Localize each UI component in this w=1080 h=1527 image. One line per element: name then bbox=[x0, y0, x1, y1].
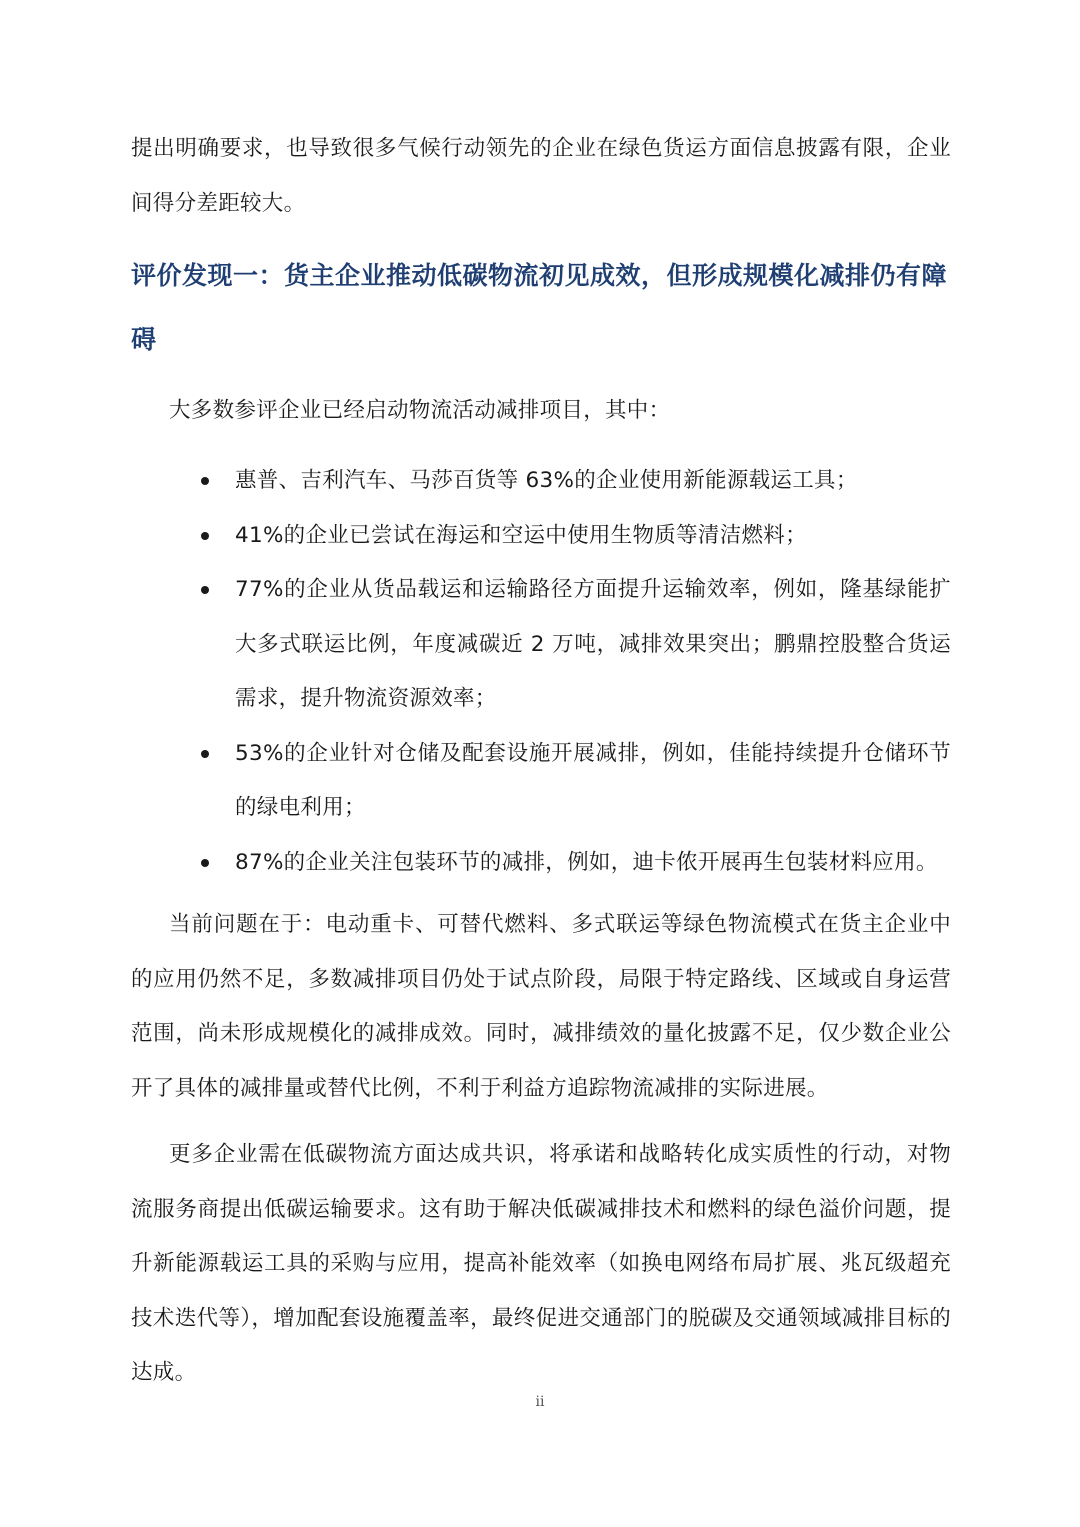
section-heading: 评价发现一：货主企业推动低碳物流初见成效，但形成规模化减排仍有障碍 bbox=[131, 261, 948, 354]
bullet-icon bbox=[201, 586, 209, 594]
list-item bbox=[0, 836, 951, 891]
list-item bbox=[0, 727, 951, 836]
list-item-text: 77%的企业从货品载运和运输路径方面提升运输效率，例如，隆基绿能扩大多式联运比例，年度减碳近 2 万吨，减排效果突出；鹏鼎控股整合货运需求，提升物流资源效率； bbox=[235, 577, 951, 711]
bullet-icon bbox=[201, 859, 209, 867]
list-item bbox=[0, 509, 951, 564]
problem-paragraph: 当前问题在于：电动重卡、可替代燃料、多式联运等绿色物流模式在货主企业中的应用仍然不足，多数减排项目仍处于试点阶段，局限于特定路线、区域或自身运营范围，尚未形成规模化的减排成效。同时，减排绩效的量化披露不足，仅少数企业公开了具体的减排量或替代比例，不利于利益方追踪物流减排的实际进展。 bbox=[131, 912, 951, 1101]
list-item bbox=[0, 563, 951, 727]
conclusion-paragraph: 更多企业需在低碳物流方面达成共识，将承诺和战略转化成实质性的行动，对物流服务商提出低碳运输要求。这有助于解决低碳减排技术和燃料的绿色溢价问题，提升新能源载运工具的采购与应用，提高补能效率（如换电网络布局扩展、兆瓦级超充技术迭代等），增加配套设施覆盖率，最终促进交通部门的脱碳及交通领域减排目标的达成。 bbox=[131, 1142, 951, 1385]
page-number: ii bbox=[535, 1394, 545, 1410]
bullet-list bbox=[0, 454, 1080, 890]
bullet-icon bbox=[201, 750, 209, 758]
list-item bbox=[0, 454, 951, 509]
list-item-text: 41%的企业已尝试在海运和空运中使用生物质等清洁燃料； bbox=[235, 522, 807, 548]
bullet-icon bbox=[201, 532, 209, 540]
list-item-text: 87%的企业关注包装环节的减排，例如，迪卡侬开展再生包装材料应用。 bbox=[235, 849, 938, 875]
bullet-icon bbox=[201, 477, 209, 485]
intro-paragraph: 大多数参评企业已经启动物流活动减排项目，其中： bbox=[169, 398, 671, 423]
top-paragraph: 提出明确要求，也导致很多气候行动领先的企业在绿色货运方面信息披露有限，企业间得分差距较大。 bbox=[131, 136, 951, 216]
list-item-text: 53%的企业针对仓储及配套设施开展减排，例如，佳能持续提升仓储环节的绿电利用； bbox=[235, 740, 951, 820]
list-item-text: 惠普、吉利汽车、马莎百货等 63%的企业使用新能源载运工具； bbox=[235, 468, 858, 493]
